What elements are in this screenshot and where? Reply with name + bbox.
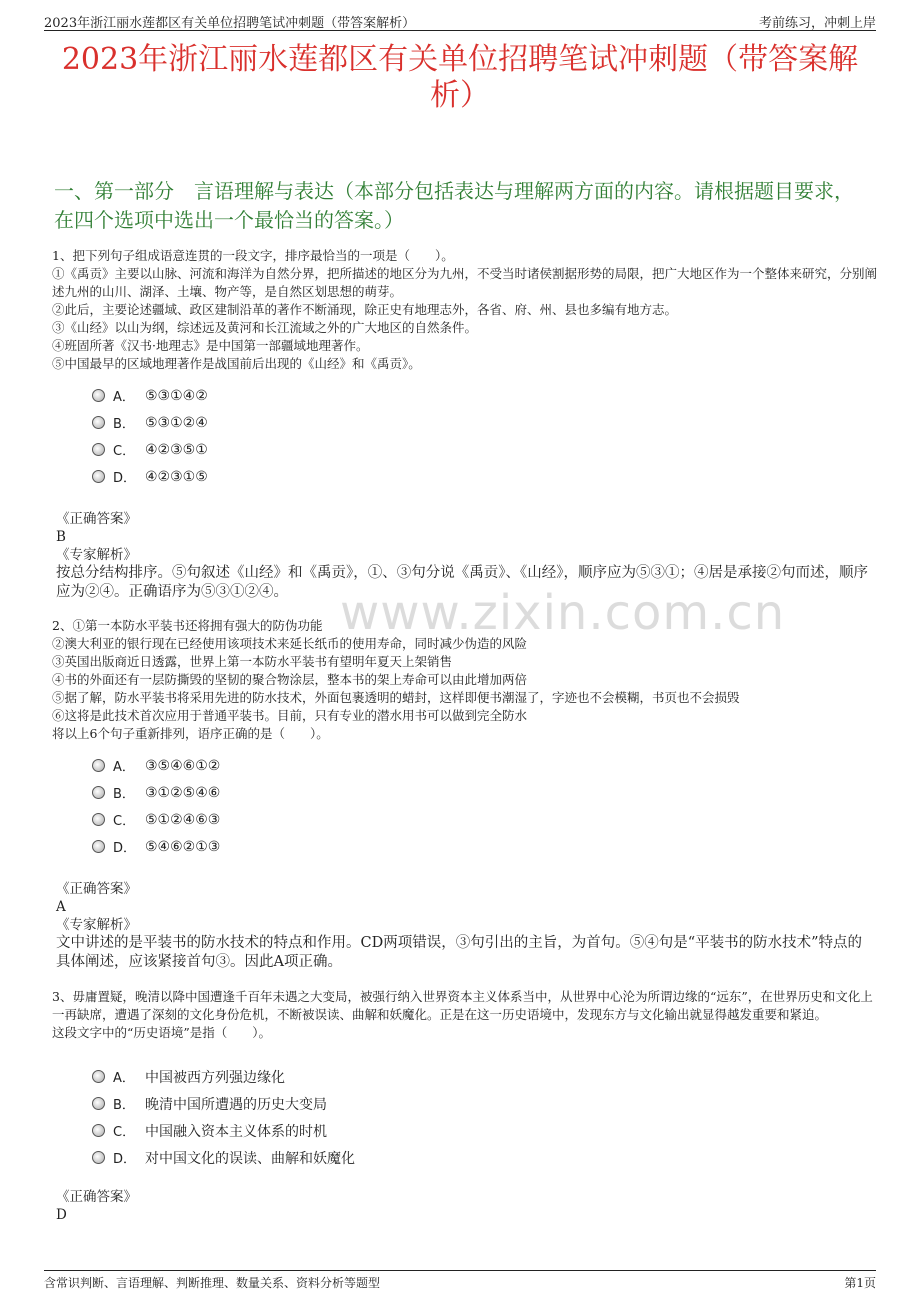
radio-icon[interactable] [92,470,105,483]
option-text: 中国被西方列强边缘化 [145,1069,285,1086]
analysis-label: 《专家解析》 [56,917,137,933]
option-text: 对中国文化的误读、曲解和妖魔化 [145,1150,355,1167]
question-line: ⑥这将是此技术首次应用于普通平装书。目前，只有专业的潜水用书可以做到完全防水 [52,708,528,723]
answer-label: 《正确答案》 [56,1189,137,1205]
question-line: 1、把下列句子组成语意连贯的一段文字，排序最恰当的一项是（ ）。 [52,248,454,263]
option-b[interactable] [92,779,220,806]
question-2-text [52,617,880,743]
option-text: ⑤③①④② [145,387,208,404]
option-text: ⑤①②④⑥③ [145,811,221,828]
watermark: www.zixin.com.cn [340,585,786,641]
option-text: ④②③⑤① [145,441,208,458]
option-text: ⑤③①②④ [145,414,208,431]
radio-icon[interactable] [92,813,105,826]
analysis-text: 按总分结构排序。⑤句叙述《山经》和《禹贡》，①、③句分说《禹贡》、《山经》，顺序应为⑤③①；④居是承接②句而述，顺序应为②④。正确语序为⑤③①②④。 [56,565,868,600]
option-text: ③①②⑤④⑥ [145,784,221,801]
question-line: 3、毋庸置疑，晚清以降中国遭逢千百年未遇之大变局，被强行纳入世界资本主义体系当中，从世界中心沦为所谓边缘的“远东”，在世界历史和文化上一再缺席，遭遇了深刻的文化身份危机，不断被误读、曲解和妖魔化。正是在这一历史语境中，发现东方与文化输出就显得越发重要和紧迫。 [52,989,873,1022]
question-line: ①《禹贡》主要以山脉、河流和海洋为自然分界，把所描述的地区分为九州，不受当时诸侯割据形势的局限，把广大地区作为一个整体来研究，分别阐述九州的山川、湖泽、土壤、物产等，是自然区划思想的萌芽。 [52,266,878,299]
question-1-options [92,382,208,490]
answer-label: 《正确答案》 [56,881,137,897]
question-3-options [92,1063,355,1171]
option-letter: D． [113,471,137,486]
header-slogan: 考前练习，冲刺上岸 [758,16,876,31]
answer-value: B [56,529,66,545]
radio-icon[interactable] [92,1070,105,1083]
radio-icon[interactable] [92,443,105,456]
option-letter: C． [113,1125,136,1140]
question-line: ⑤中国最早的区域地理著作是战国前后出现的《山经》和《禹贡》。 [52,356,421,371]
option-d[interactable] [92,1144,355,1171]
section-heading: 一、第一部分 言语理解与表达（本部分包括表达与理解两方面的内容。请根据题目要求，在四个选项中选出一个最恰当的答案。） [54,179,854,232]
question-line: ②澳大利亚的银行现在已经使用该项技术来延长纸币的使用寿命，同时减少伪造的风险 [52,636,528,651]
option-a[interactable] [92,382,208,409]
page-header [44,10,876,31]
page-number: 第1页 [844,1276,876,1290]
document-title: 2023年浙江丽水莲都区有关单位招聘笔试冲刺题（带答案解析） [61,42,859,113]
question-line: ④书的外面还有一层防撕毁的坚韧的聚合物涂层，整本书的架上寿命可以由此增加两倍 [52,672,528,687]
option-d[interactable] [92,463,208,490]
radio-icon[interactable] [92,1151,105,1164]
radio-icon[interactable] [92,759,105,772]
option-text: 中国融入资本主义体系的时机 [145,1123,327,1140]
option-c[interactable] [92,806,220,833]
question-1-text [52,247,880,373]
option-d[interactable] [92,833,220,860]
option-text: 晚清中国所遭遇的历史大变局 [145,1096,327,1113]
option-text: ③⑤④⑥①② [145,757,221,774]
option-letter: D． [113,841,137,856]
question-2-options [92,752,220,860]
option-c[interactable] [92,436,208,463]
footer-note: 含常识判断、言语理解、判断推理、数量关系、资料分析等题型 [44,1276,381,1290]
question-line: ⑤据了解，防水平装书将采用先进的防水技术，外面包裹透明的蜡封，这样即便书潮湿了，字迹也不会模糊，书页也不会损毁 [52,690,740,705]
header-title: 2023年浙江丽水莲都区有关单位招聘笔试冲刺题（带答案解析） [44,16,416,31]
question-2-answer [56,880,876,972]
option-letter: A． [113,390,135,405]
option-letter: B． [113,417,135,432]
option-c[interactable] [92,1117,355,1144]
option-letter: B． [113,787,135,802]
analysis-label: 《专家解析》 [56,547,137,563]
option-text: ④②③①⑤ [145,468,208,485]
question-line: 将以上6个句子重新排列，语序正确的是（ ）。 [52,726,329,741]
question-line: 这段文字中的“历史语境”是指（ ）。 [52,1025,272,1040]
answer-value: A [56,899,66,915]
option-letter: C． [113,444,136,459]
question-line: 2、①第一本防水平装书还将拥有强大的防伪功能 [52,618,323,633]
option-b[interactable] [92,1090,355,1117]
analysis-text: 文中讲述的是平装书的防水技术的特点和作用。CD两项错误，③句引出的主旨，为首句。⑤④句是“平装书的防水技术”特点的具体阐述，应该紧接首句③。因此A项正确。 [56,935,863,970]
answer-value: D [56,1207,67,1223]
question-3-text [52,988,880,1042]
option-letter: C． [113,814,136,829]
option-letter: A． [113,760,135,775]
radio-icon[interactable] [92,1097,105,1110]
question-1-answer [56,510,876,602]
question-line: ④班固所著《汉书·地理志》是中国第一部疆域地理著作。 [52,338,369,353]
radio-icon[interactable] [92,389,105,402]
option-a[interactable] [92,752,220,779]
question-3-answer [56,1188,876,1224]
option-a[interactable] [92,1063,355,1090]
option-text: ⑤④⑥②①③ [145,838,221,855]
question-line: ③《山经》以山为纲，综述远及黄河和长江流域之外的广大地区的自然条件。 [52,320,478,335]
option-letter: A． [113,1071,135,1086]
question-line: ③英国出版商近日透露，世界上第一本防水平装书有望明年夏天上架销售 [52,654,453,669]
option-letter: B． [113,1098,135,1113]
radio-icon[interactable] [92,786,105,799]
radio-icon[interactable] [92,840,105,853]
option-b[interactable] [92,409,208,436]
radio-icon[interactable] [92,416,105,429]
page-footer [44,1270,876,1290]
question-line: ②此后，主要论述疆域、政区建制沿革的著作不断涌现，除正史有地理志外，各省、府、州、县也多编有地方志。 [52,302,678,317]
option-letter: D． [113,1152,137,1167]
radio-icon[interactable] [92,1124,105,1137]
answer-label: 《正确答案》 [56,511,137,527]
